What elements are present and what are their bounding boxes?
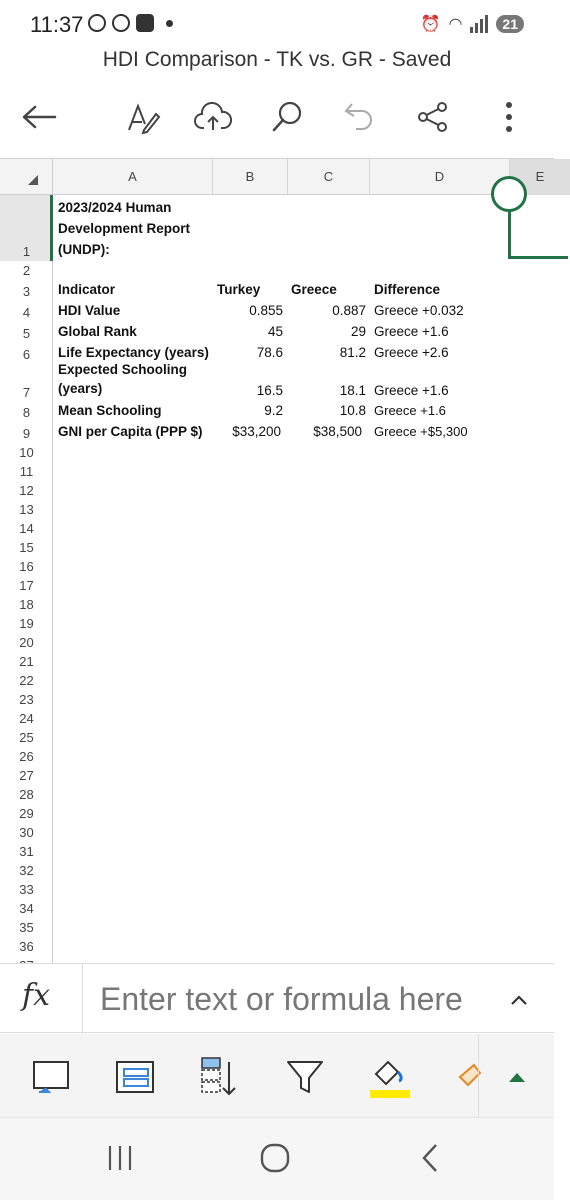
cell-indicator[interactable]: HDI Value [58, 303, 121, 318]
row-header[interactable]: 8 [0, 402, 53, 422]
row-header[interactable]: 29 [0, 804, 53, 823]
cell-indicator[interactable]: GNI per Capita (PPP $) [58, 424, 203, 439]
cell-turkey[interactable]: 0.855 [249, 303, 283, 318]
row-header[interactable]: 27 [0, 766, 53, 785]
formula-divider [82, 964, 83, 1034]
row-header[interactable]: 5 [0, 322, 53, 343]
row-header[interactable]: 20 [0, 633, 53, 652]
row-header[interactable]: 30 [0, 823, 53, 842]
expand-up-icon[interactable] [492, 1052, 542, 1102]
cell-turkey[interactable]: 9.2 [264, 403, 283, 418]
cell-turkey[interactable]: 16.5 [256, 383, 283, 398]
format-pen-icon[interactable] [118, 92, 168, 142]
cell-greece[interactable]: $38,500 [313, 424, 362, 439]
messages-icon [136, 14, 154, 32]
bixby-icon [88, 14, 106, 32]
top-toolbar [0, 92, 554, 148]
system-icons [421, 14, 524, 34]
row-header[interactable]: 9 [0, 422, 53, 443]
cloud-upload-icon[interactable] [188, 92, 238, 142]
row-header[interactable]: 10 [0, 443, 53, 462]
row-header[interactable]: 33 [0, 880, 53, 899]
row-header[interactable]: 25 [0, 728, 53, 747]
row-header[interactable]: 28 [0, 785, 53, 804]
cell-turkey[interactable]: 78.6 [256, 345, 283, 360]
cell-turkey[interactable]: 45 [267, 324, 283, 339]
row-header[interactable]: 35 [0, 918, 53, 937]
status-bar [0, 0, 554, 50]
header-greece[interactable]: Greece [291, 282, 337, 297]
row-header[interactable]: 19 [0, 614, 53, 633]
sort-icon[interactable] [192, 1052, 242, 1102]
cell-greece[interactable]: 10.8 [339, 403, 366, 418]
row-header[interactable]: 24 [0, 709, 53, 728]
cell-greece[interactable]: 18.1 [339, 383, 366, 398]
row-header[interactable]: 15 [0, 538, 53, 557]
row-header[interactable]: 23 [0, 690, 53, 709]
fill-color-icon[interactable] [364, 1052, 414, 1102]
facebook-icon [112, 14, 130, 32]
row-header[interactable]: 13 [0, 500, 53, 519]
cell-difference[interactable]: Greece +1.6 [374, 403, 446, 418]
title-line-3: (UNDP): [58, 242, 110, 257]
cell-indicator[interactable]: Life Expectancy (years) [58, 345, 209, 360]
header-difference[interactable]: Difference [374, 282, 441, 297]
chevron-up-icon[interactable] [510, 986, 528, 1012]
row-header[interactable]: 6 [0, 343, 53, 364]
selection-outline [508, 211, 568, 259]
cell-turkey[interactable]: $33,200 [232, 424, 281, 439]
title-line-1: 2023/2024 Human [58, 200, 172, 215]
column-header-d[interactable]: D [370, 159, 510, 195]
row-header[interactable]: 18 [0, 595, 53, 614]
selection-handle[interactable] [491, 176, 527, 212]
row-header[interactable]: 1 [0, 195, 53, 261]
document-title: HDI Comparison - TK vs. GR - Saved [102, 48, 452, 71]
recent-apps-icon[interactable] [90, 1138, 150, 1178]
cell-greece[interactable]: 0.887 [332, 303, 366, 318]
more-vertical-icon[interactable] [484, 92, 534, 142]
formula-input[interactable] [100, 976, 500, 1022]
notification-icons [88, 14, 173, 32]
clear-format-icon[interactable] [450, 1052, 478, 1102]
cell-indicator[interactable]: Expected Schooling (years) [58, 362, 188, 396]
row-header[interactable]: 7 [0, 364, 53, 402]
status-time: 11:37 [30, 12, 84, 37]
formula-bar [0, 963, 554, 1033]
column-header-e[interactable]: E [510, 159, 570, 195]
fx-icon[interactable]: fx [22, 978, 51, 1013]
dot-icon [166, 20, 173, 27]
signal-icon [470, 15, 488, 33]
row-header[interactable]: 32 [0, 861, 53, 880]
row-header[interactable]: 12 [0, 481, 53, 500]
header-indicator[interactable]: Indicator [58, 282, 116, 297]
cell-greece[interactable]: 81.2 [339, 345, 366, 360]
column-header-b[interactable]: B [213, 159, 288, 195]
wifi-icon: ◠ [448, 16, 463, 33]
row-header[interactable]: 36 [0, 937, 53, 956]
select-all-corner[interactable] [0, 159, 53, 195]
alarm-icon: ⏰ [420, 16, 441, 33]
cell-greece[interactable]: 29 [350, 324, 366, 339]
battery-badge: 21 [496, 15, 524, 33]
cell-difference[interactable]: Greece +1.6 [374, 383, 449, 398]
select-cells-icon[interactable] [110, 1052, 160, 1102]
cell-difference[interactable]: Greece +1.6 [374, 324, 449, 339]
freeze-panes-icon[interactable] [26, 1052, 76, 1102]
cell-difference[interactable]: Greece +0.032 [374, 303, 464, 318]
row-header[interactable]: 17 [0, 576, 53, 595]
row-header[interactable]: 34 [0, 899, 53, 918]
column-header-c[interactable]: C [288, 159, 370, 195]
back-arrow-icon[interactable] [14, 92, 64, 142]
row-header[interactable]: 14 [0, 519, 53, 538]
home-icon[interactable] [245, 1138, 305, 1178]
share-icon[interactable] [408, 92, 458, 142]
command-bar [0, 1034, 554, 1118]
row-header[interactable]: 3 [0, 280, 53, 301]
search-icon[interactable] [262, 92, 312, 142]
cell-indicator[interactable]: Mean Schooling [58, 403, 162, 418]
android-nav-bar [0, 1118, 554, 1200]
row-header[interactable]: 16 [0, 557, 53, 576]
column-header-bar [0, 159, 554, 195]
row-header[interactable]: 4 [0, 301, 53, 322]
column-header-a[interactable]: A [53, 159, 213, 195]
cell-difference[interactable]: Greece +2.6 [374, 345, 449, 360]
cell-a1[interactable] [58, 197, 218, 260]
back-icon[interactable] [400, 1138, 460, 1178]
row-header[interactable]: 21 [0, 652, 53, 671]
row-header[interactable]: 2 [0, 261, 53, 280]
command-separator [478, 1034, 479, 1118]
undo-icon[interactable] [334, 92, 384, 142]
spreadsheet-grid[interactable] [0, 158, 554, 963]
row-header[interactable]: 11 [0, 462, 53, 481]
filter-icon[interactable] [280, 1052, 330, 1102]
row-header[interactable]: 22 [0, 671, 53, 690]
row-header[interactable]: 31 [0, 842, 53, 861]
cell-difference[interactable]: Greece +$5,300 [374, 424, 468, 439]
row-header[interactable]: 26 [0, 747, 53, 766]
title-line-2: Development Report [58, 221, 191, 236]
header-turkey[interactable]: Turkey [217, 282, 261, 297]
cell-indicator[interactable]: Global Rank [58, 324, 137, 339]
